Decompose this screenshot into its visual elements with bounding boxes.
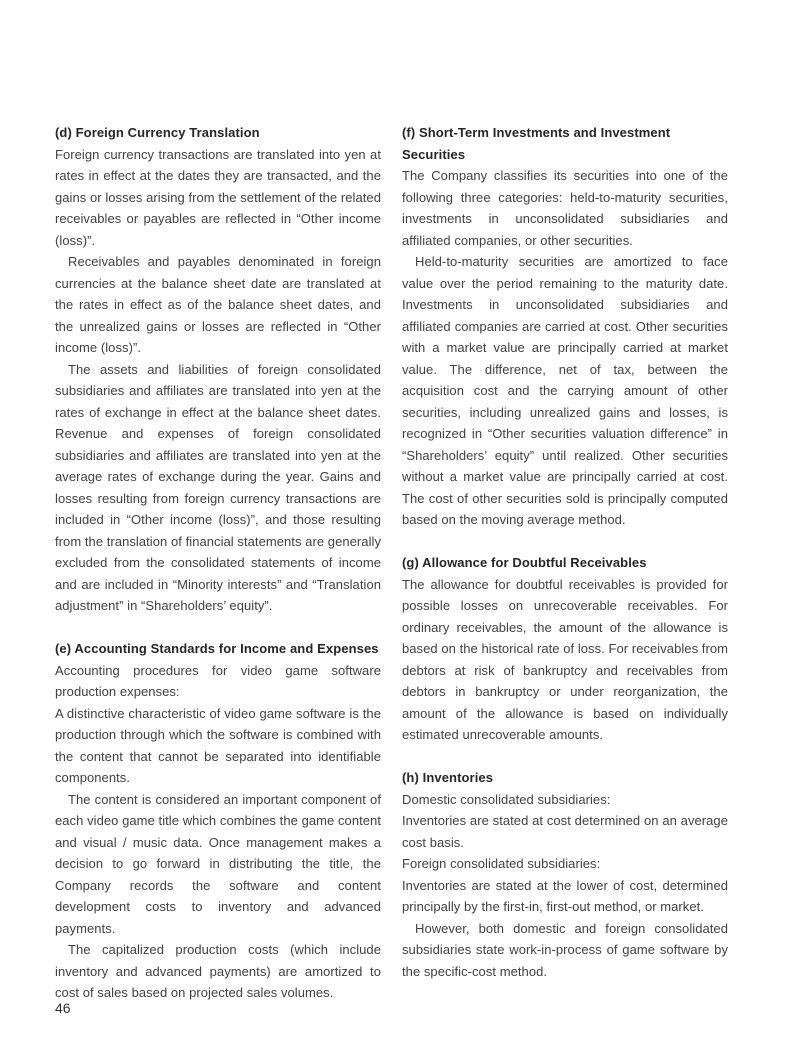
section-heading: (h) Inventories	[402, 770, 494, 785]
paragraph: The allowance for doubtful receivables is provided for possible losses on unrecoverable receivables. For ordinary receivables, the amount of the allowance is based on the historical rate of loss. For receivables from debtors at risk of bankruptcy and receivables from debtors in bankruptcy or under reorganization, the amount of the allowance is based on individually estimated unrecoverable amounts.	[402, 576, 728, 742]
paragraph: Domestic consolidated subsidiaries:	[402, 791, 611, 807]
section-heading: (f) Short-Term Investments and Investment Securities	[402, 125, 671, 162]
page-number: 46	[55, 1000, 71, 1016]
section-short-term-investments	[402, 122, 728, 531]
section-heading: (e) Accounting Standards for Income and Expenses	[55, 641, 379, 656]
paragraph: The content is considered an important component of each video game title which combines the game content and visual / music data. Once management makes a decision to go forward in distributing the title, the Company records the software and content development costs to inventory and advanced payments.	[55, 791, 381, 936]
paragraph: However, both domestic and foreign consolidated subsidiaries state work-in-process of game software by the specific-cost method.	[402, 920, 728, 979]
paragraph: The Company classifies its securities into one of the following three categories: held-to-maturity securities, investments in unconsolidated subsidiaries and affiliated companies, or other securities.	[402, 168, 728, 248]
section-foreign-currency-translation	[55, 122, 381, 617]
paragraph: The assets and liabilities of foreign consolidated subsidiaries and affiliates are translated into yen at the rates of exchange in effect at the balance sheet dates. Revenue and expenses of foreign consolidated subsidiaries and affiliates are translated into yen at the average rates of exchange during the year. Gains and losses resulting from foreign currency transactions are included in “Other income (loss)”, and those resulting from the translation of financial statements are generally excluded from the consolidated statements of income and are included in “Minority interests” and “Translation adjustment” in “Shareholders’ equity”.	[55, 361, 381, 613]
section-heading: (d) Foreign Currency Translation	[55, 125, 260, 140]
left-column	[55, 122, 381, 1004]
paragraph: A distinctive characteristic of video game software is the production through which the software is combined with the content that cannot be separated into identifiable components.	[55, 705, 381, 785]
paragraph: Inventories are stated at cost determined on an average cost basis.	[402, 813, 728, 850]
section-heading: (g) Allowance for Doubtful Receivables	[402, 555, 647, 570]
paragraph: Accounting procedures for video game software production expenses:	[55, 662, 381, 699]
right-column	[402, 122, 728, 1004]
paragraph: The capitalized production costs (which include inventory and advanced payments) are amortized to cost of sales based on projected sales volumes.	[55, 942, 381, 1000]
paragraph: Held-to-maturity securities are amortized to face value over the period remaining to the maturity date. Investments in unconsolidated subsidiaries and affiliated companies are carried at cost. Other securities with a market value are principally carried at market value. The difference, net of tax, between the acquisition cost and the carrying amount of other securities, including unrealized gains and losses, is recognized in “Other securities valuation difference” in “Shareholders’ equity” until realized. Other securities without a market value are principally carried at cost. The cost of other securities sold is principally computed based on the moving average method.	[402, 254, 728, 527]
section-accounting-standards	[55, 638, 381, 1004]
paragraph: Inventories are stated at the lower of cost, determined principally by the first-in, first-out method, or market.	[402, 877, 728, 914]
paragraph: Receivables and payables denominated in foreign currencies at the balance sheet date are translated at the rates in effect as of the balance sheet dates, and the unrealized gains or losses are reflected in “Other income (loss)”.	[55, 254, 381, 355]
section-allowance-doubtful-receivables	[402, 552, 728, 746]
notes-two-column-layout	[55, 122, 727, 1004]
section-inventories	[402, 767, 728, 982]
paragraph: Foreign currency transactions are translated into yen at rates in effect at the dates they are transacted, and the gains or losses arising from the settlement of the related receivables or payables are reflected in “Other income (loss)”.	[55, 146, 381, 248]
paragraph: Foreign consolidated subsidiaries:	[402, 856, 601, 871]
